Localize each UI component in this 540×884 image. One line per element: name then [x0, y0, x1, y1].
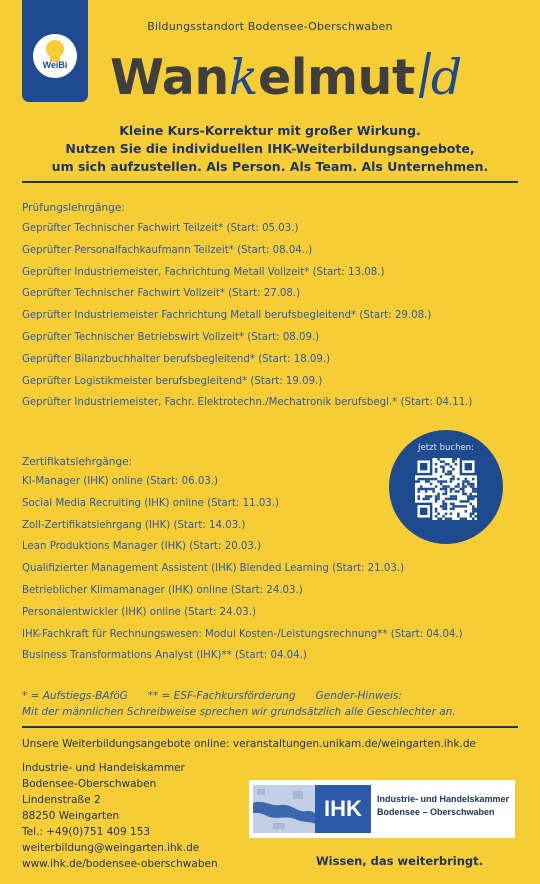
course-name: Personalentwickler (IHK) online — [22, 606, 181, 618]
divider-top — [22, 181, 518, 183]
course-name: Geprüfter Personalfachkaufmann Teilzeit* — [22, 244, 234, 256]
ihk-name-line-2: Bodensee – Oberschwaben — [377, 807, 495, 817]
address-block — [22, 760, 218, 872]
address-line: Lindenstraße 2 — [22, 794, 101, 806]
course-item — [22, 558, 532, 580]
course-start-date: (Start: 24.03.) — [184, 606, 256, 618]
weibi-badge — [22, 0, 88, 102]
legend — [22, 688, 518, 720]
ihk-logo: IHK — [315, 785, 371, 833]
course-start-date: (Start: 18.09.) — [258, 353, 331, 365]
course-start-date: (Start: 08.09.) — [247, 331, 320, 343]
location-header: Bildungsstandort Bodensee-Oberschwaben — [147, 20, 393, 33]
course-item — [22, 349, 532, 371]
qr-label: Jetzt buchen: — [418, 443, 474, 453]
course-item — [22, 327, 532, 349]
course-name: Geprüfter Technischer Fachwirt Teilzeit* — [22, 223, 224, 234]
brand-part1: Wan — [110, 49, 229, 106]
course-start-date: (Start: 06.03.) — [146, 476, 219, 487]
course-item — [22, 392, 532, 414]
pruefung-list — [22, 218, 532, 414]
course-start-date: (Start: 08.04..) — [237, 244, 313, 256]
course-name: Geprüfter Industriemeister, Fachrichtung Metall Vollzeit* — [22, 266, 310, 278]
website-link[interactable]: www.ihk.de/bodensee-oberschwaben — [22, 858, 218, 870]
course-start-date: (Start: 05.03.) — [226, 223, 299, 234]
course-name: Geprüfter Logistikmeister berufsbegleitend* — [22, 375, 248, 387]
course-name: Geprüfter Technischer Fachwirt Vollzeit* — [22, 288, 225, 300]
course-item — [22, 580, 532, 602]
course-start-date: (Start: 20.03.) — [189, 541, 262, 553]
course-name: KI-Manager (IHK) online — [22, 476, 143, 487]
course-item — [22, 624, 532, 646]
course-item — [22, 240, 532, 262]
address-line: Bodensee-Oberschwaben — [22, 778, 157, 790]
course-start-date: (Start: 21.03.) — [332, 563, 405, 575]
brand-slash — [419, 52, 431, 98]
ihk-name — [377, 793, 509, 819]
legend-bafoeg: * = Aufstiegs-BAföG — [22, 690, 128, 702]
course-start-date: (Start: 24.03.) — [230, 584, 303, 596]
pruefung-title: Prüfungslehrgänge: — [22, 202, 125, 214]
intro-line-2: Nutzen Sie die individuellen IHK-Weiterbildungsangebote, — [65, 141, 475, 156]
ihk-name-line-1: Industrie- und Handelskammer — [377, 794, 510, 804]
ihk-logo-box — [249, 780, 515, 838]
course-name: Zoll-Zertifikatslehrgang (IHK) — [22, 519, 171, 531]
course-start-date: (Start: 29.08.) — [359, 310, 432, 322]
course-start-date: (Start: 19.09.) — [250, 375, 323, 387]
brand-accent2: d — [430, 49, 462, 106]
course-item — [22, 218, 532, 240]
course-item — [22, 371, 532, 393]
course-name: Qualifizierter Management Assistent (IHK) Blended Learning — [22, 563, 329, 575]
divider-bottom — [22, 726, 518, 728]
brand-title — [110, 48, 462, 108]
phone: Tel.: +49(0)751 409 153 — [22, 826, 151, 838]
course-item — [22, 262, 532, 284]
address-line: 88250 Weingarten — [22, 810, 120, 822]
course-item — [22, 602, 532, 624]
intro-line-3: um sich aufzustellen. Als Person. Als Team. Als Unternehmen. — [51, 159, 489, 174]
booking-qr[interactable] — [389, 430, 503, 544]
zertifikat-title: Zertifikatslehrgänge: — [22, 456, 133, 468]
course-item — [22, 283, 532, 305]
intro-text — [0, 122, 540, 176]
course-item — [22, 645, 532, 667]
course-name: Geprüfter Technischer Betriebswirt Vollzeit* — [22, 331, 245, 343]
legend-gender-text: Mit der männlichen Schreibweise sprechen wir grundsätzlich alle Geschlechter an. — [22, 706, 456, 718]
course-name: IHK-Fachkraft für Rechnungswesen: Modul Kosten-/Leistungsrechnung** — [22, 628, 388, 640]
course-start-date: (Start: 04.04.) — [234, 650, 307, 662]
course-name: Betrieblicher Klimamanager (IHK) online — [22, 584, 228, 596]
course-name: Business Transformations Analyst (IHK)** — [22, 650, 232, 662]
weibi-logo-text: WeiBi — [42, 60, 68, 70]
brand-part2: elmut — [257, 49, 415, 106]
online-link[interactable]: Unsere Weiterbildungsangebote online: veranstaltungen.unikam.de/weingarten.ihk.de — [22, 738, 476, 750]
qr-code-icon[interactable] — [415, 458, 477, 520]
course-start-date: (Start: 13.08.) — [312, 266, 385, 278]
course-start-date: (Start: 11.03.) — [207, 497, 280, 509]
course-start-date: (Start: 14.03.) — [173, 519, 246, 531]
course-start-date: (Start: 04.04.) — [390, 628, 463, 640]
weibi-logo — [33, 34, 77, 78]
legend-esf: ** = ESF-Fachkursförderung — [147, 690, 296, 702]
course-start-date: (Start: 27.08.) — [228, 288, 301, 300]
course-name: Geprüfter Industriemeister, Fachr. Elektrotechn./Mechatronik berufsbegl.* — [22, 397, 398, 409]
slogan: Wissen, das weiterbringt. — [316, 854, 483, 868]
course-item — [22, 305, 532, 327]
lake-map-icon — [253, 785, 319, 833]
brand-accent: k — [228, 49, 258, 106]
address-line: Industrie- und Handelskammer — [22, 762, 185, 774]
course-name: Geprüfter Bilanzbuchhalter berufsbegleitend* — [22, 353, 255, 365]
course-name: Lean Produktions Manager (IHK) — [22, 541, 186, 553]
intro-line-1: Kleine Kurs-Korrektur mit großer Wirkung. — [119, 123, 421, 138]
course-start-date: (Start: 04.11.) — [400, 397, 473, 409]
course-name: Social Media Recruiting (IHK) online — [22, 497, 204, 509]
legend-gender-title: Gender-Hinweis: — [315, 690, 402, 702]
course-name: Geprüfter Industriemeister Fachrichtung Metall berufsbegleitend* — [22, 310, 357, 322]
email-link[interactable]: weiterbildung@weingarten.ihk.de — [22, 842, 200, 854]
